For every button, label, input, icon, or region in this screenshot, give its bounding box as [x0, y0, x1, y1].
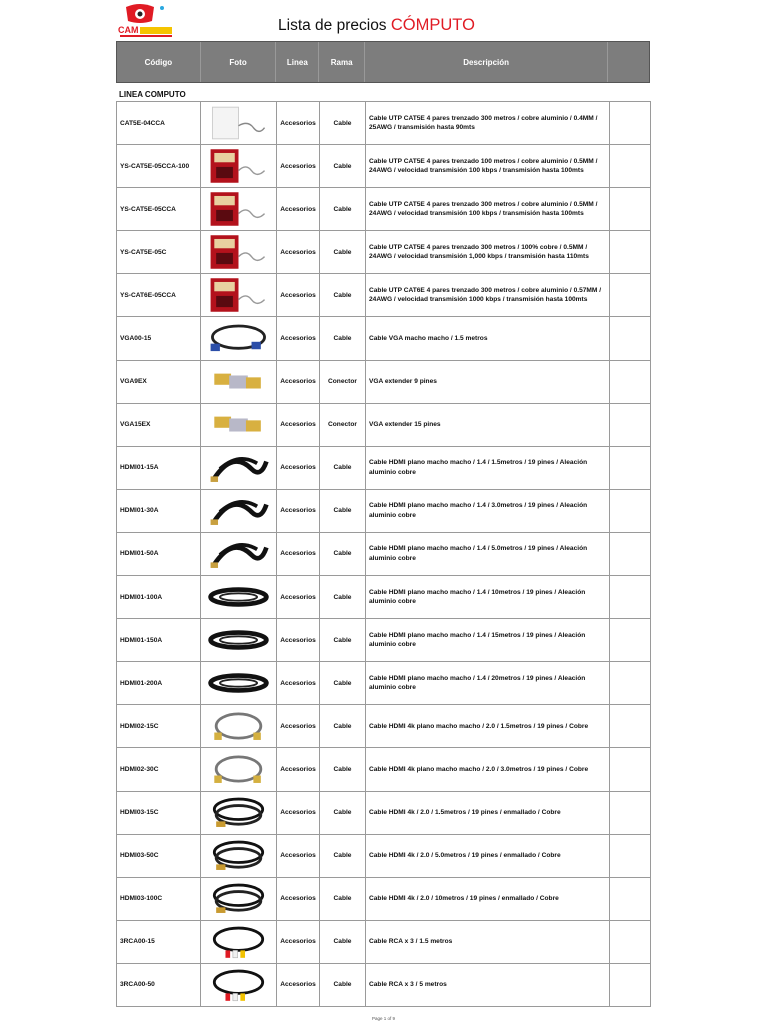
product-price: [610, 748, 651, 791]
product-image: [205, 837, 272, 875]
product-description: Cable HDMI 4k plano macho macho / 2.0 / 3.0metros / 19 pines / Cobre: [366, 748, 610, 791]
product-price: [610, 963, 651, 1006]
product-code: HDMI02-30C: [117, 748, 201, 791]
table-row: [117, 834, 651, 877]
product-rama: Cable: [320, 791, 366, 834]
product-photo: [201, 877, 277, 920]
product-price: [610, 446, 651, 489]
product-linea: Accesorios: [277, 403, 320, 446]
product-description: Cable UTP CAT5E 4 pares trenzado 300 metros / 100% cobre / 0.5MM / 24AWG / velocidad transmisión 1,000 kbps / transmisión hasta 110mts: [366, 231, 610, 274]
product-price: [610, 532, 651, 575]
table-row: [117, 489, 651, 532]
product-code: VGA00-15: [117, 317, 201, 360]
product-price: [610, 360, 651, 403]
product-rama: Cable: [320, 705, 366, 748]
product-description: Cable UTP CAT5E 4 pares trenzado 300 metros / cobre aluminio / 0.5MM / 24AWG / velocidad transmisión 100 kbps / transmisión hasta 100mts: [366, 188, 610, 231]
product-photo: [201, 446, 277, 489]
product-linea: Accesorios: [277, 619, 320, 662]
product-code: VGA9EX: [117, 360, 201, 403]
product-linea: Accesorios: [277, 231, 320, 274]
product-description: Cable RCA x 3 / 1.5 metros: [366, 920, 610, 963]
product-linea: Accesorios: [277, 963, 320, 1006]
product-rama: Cable: [320, 963, 366, 1006]
product-rama: Cable: [320, 188, 366, 231]
table-header: [116, 41, 650, 83]
column-header-photo: Foto: [201, 42, 277, 82]
product-image: [205, 707, 272, 745]
product-description: Cable UTP CAT5E 4 pares trenzado 300 metros / cobre aluminio / 0.4MM / 25AWG / transmisión hasta 90mts: [366, 102, 610, 145]
title-accent: CÓMPUTO: [390, 16, 475, 34]
product-rama: Cable: [320, 532, 366, 575]
product-price: [610, 791, 651, 834]
table-row: [117, 748, 651, 791]
product-image: [205, 578, 272, 616]
product-rama: Cable: [320, 576, 366, 619]
product-photo: [201, 317, 277, 360]
column-header-code: Código: [117, 42, 201, 82]
product-description: Cable HDMI plano macho macho / 1.4 / 1.5metros / 19 pines / Aleación aluminio cobre: [366, 446, 610, 489]
table-row: [117, 877, 651, 920]
product-code: YS-CAT5E-05CCA: [117, 188, 201, 231]
product-description: Cable RCA x 3 / 5 metros: [366, 963, 610, 1006]
product-image: [205, 147, 272, 185]
table-row: [117, 920, 651, 963]
product-photo: [201, 188, 277, 231]
product-code: HDMI03-100C: [117, 877, 201, 920]
product-price: [610, 317, 651, 360]
product-description: Cable HDMI plano macho macho / 1.4 / 3.0metros / 19 pines / Aleación aluminio cobre: [366, 489, 610, 532]
product-code: HDMI03-15C: [117, 791, 201, 834]
product-price: [610, 576, 651, 619]
product-linea: Accesorios: [277, 188, 320, 231]
product-photo: [201, 360, 277, 403]
product-description: Cable VGA macho macho / 1.5 metros: [366, 317, 610, 360]
product-image: [205, 276, 272, 314]
page-footer: Page 1 of 9: [372, 1016, 396, 1021]
table-row: [117, 360, 651, 403]
table-row: [117, 791, 651, 834]
product-linea: Accesorios: [277, 532, 320, 575]
product-rama: Cable: [320, 274, 366, 317]
product-image: [205, 923, 272, 961]
product-rama: Cable: [320, 317, 366, 360]
product-price: [610, 920, 651, 963]
product-price: [610, 705, 651, 748]
product-description: Cable HDMI plano macho macho / 1.4 / 10metros / 19 pines / Aleación aluminio cobre: [366, 576, 610, 619]
product-rama: Cable: [320, 446, 366, 489]
price-table: [116, 101, 651, 1007]
product-image: [205, 880, 272, 918]
table-row: [117, 576, 651, 619]
product-code: HDMI03-50C: [117, 834, 201, 877]
product-code: VGA15EX: [117, 403, 201, 446]
product-code: HDMI01-15A: [117, 446, 201, 489]
product-rama: Cable: [320, 877, 366, 920]
product-photo: [201, 619, 277, 662]
product-code: 3RCA00-15: [117, 920, 201, 963]
product-image: [205, 535, 272, 573]
company-logo: [112, 3, 174, 39]
product-photo: [201, 102, 277, 145]
product-description: VGA extender 15 pines: [366, 403, 610, 446]
section-label: LINEA COMPUTO: [119, 90, 186, 99]
product-code: HDMI01-30A: [117, 489, 201, 532]
product-rama: Cable: [320, 662, 366, 705]
product-code: CAT5E-04CCA: [117, 102, 201, 145]
table-row: [117, 403, 651, 446]
product-price: [610, 102, 651, 145]
product-linea: Accesorios: [277, 834, 320, 877]
table-row: [117, 188, 651, 231]
product-price: [610, 662, 651, 705]
product-photo: [201, 489, 277, 532]
product-image: [205, 750, 272, 788]
product-description: Cable UTP CAT6E 4 pares trenzado 300 metros / cobre aluminio / 0.57MM / 24AWG / velocidad transmisión 1000 kbps / transmisión hasta 100mts: [366, 274, 610, 317]
product-photo: [201, 662, 277, 705]
product-price: [610, 619, 651, 662]
product-image: [205, 621, 272, 659]
product-image: [205, 104, 272, 142]
product-linea: Accesorios: [277, 791, 320, 834]
product-code: 3RCA00-50: [117, 963, 201, 1006]
svg-text:CAM: CAM: [118, 25, 139, 35]
product-linea: Accesorios: [277, 920, 320, 963]
product-price: [610, 274, 651, 317]
product-rama: Cable: [320, 145, 366, 188]
product-linea: Accesorios: [277, 446, 320, 489]
table-row: [117, 705, 651, 748]
table-row: [117, 662, 651, 705]
product-description: Cable UTP CAT5E 4 pares trenzado 100 metros / cobre aluminio / 0.5MM / 24AWG / velocidad transmisión 100 kbps / transmisión hasta 100mts: [366, 145, 610, 188]
product-photo: [201, 274, 277, 317]
product-photo: [201, 532, 277, 575]
product-description: Cable HDMI 4k plano macho macho / 2.0 / 1.5metros / 19 pines / Cobre: [366, 705, 610, 748]
table-row: [117, 102, 651, 145]
product-price: [610, 403, 651, 446]
product-image: [205, 233, 272, 271]
product-image: [205, 664, 272, 702]
product-image: [205, 794, 272, 832]
product-description: VGA extender 9 pines: [366, 360, 610, 403]
product-image: [205, 190, 272, 228]
product-rama: Conector: [320, 403, 366, 446]
product-rama: Cable: [320, 920, 366, 963]
table-row: [117, 145, 651, 188]
product-code: YS-CAT5E-05C: [117, 231, 201, 274]
product-rama: Cable: [320, 834, 366, 877]
product-linea: Accesorios: [277, 576, 320, 619]
product-image: [205, 966, 272, 1004]
product-description: Cable HDMI 4k / 2.0 / 10metros / 19 pines / enmallado / Cobre: [366, 877, 610, 920]
product-linea: Accesorios: [277, 360, 320, 403]
column-header-linea: Linea: [276, 42, 319, 82]
product-price: [610, 877, 651, 920]
product-description: Cable HDMI plano macho macho / 1.4 / 15metros / 19 pines / Aleación aluminio cobre: [366, 619, 610, 662]
product-code: HDMI02-15C: [117, 705, 201, 748]
product-rama: Cable: [320, 748, 366, 791]
product-photo: [201, 920, 277, 963]
product-description: Cable HDMI plano macho macho / 1.4 / 20metros / 19 pines / Aleación aluminio cobre: [366, 662, 610, 705]
column-header-price: [608, 42, 649, 82]
product-image: [205, 492, 272, 530]
product-description: Cable HDMI 4k / 2.0 / 1.5metros / 19 pines / enmallado / Cobre: [366, 791, 610, 834]
product-linea: Accesorios: [277, 489, 320, 532]
table-row: [117, 532, 651, 575]
product-photo: [201, 705, 277, 748]
product-linea: Accesorios: [277, 317, 320, 360]
product-photo: [201, 834, 277, 877]
product-photo: [201, 963, 277, 1006]
product-linea: Accesorios: [277, 748, 320, 791]
product-photo: [201, 748, 277, 791]
product-image: [205, 449, 272, 487]
product-price: [610, 188, 651, 231]
product-rama: Cable: [320, 102, 366, 145]
product-description: Cable HDMI 4k / 2.0 / 5.0metros / 19 pines / enmallado / Cobre: [366, 834, 610, 877]
product-code: HDMI01-150A: [117, 619, 201, 662]
product-linea: Accesorios: [277, 102, 320, 145]
table-row: [117, 963, 651, 1006]
product-linea: Accesorios: [277, 274, 320, 317]
product-price: [610, 834, 651, 877]
product-photo: [201, 145, 277, 188]
product-price: [610, 489, 651, 532]
table-row: [117, 317, 651, 360]
product-price: [610, 231, 651, 274]
table-row: [117, 619, 651, 662]
product-linea: Accesorios: [277, 877, 320, 920]
product-photo: [201, 403, 277, 446]
product-linea: Accesorios: [277, 662, 320, 705]
table-row: [117, 274, 651, 317]
product-photo: [201, 576, 277, 619]
product-linea: Accesorios: [277, 705, 320, 748]
product-rama: Cable: [320, 619, 366, 662]
product-price: [610, 145, 651, 188]
product-description: Cable HDMI plano macho macho / 1.4 / 5.0metros / 19 pines / Aleación aluminio cobre: [366, 532, 610, 575]
product-code: YS-CAT5E-05CCA-100: [117, 145, 201, 188]
table-row: [117, 446, 651, 489]
product-code: YS-CAT6E-05CCA: [117, 274, 201, 317]
column-header-description: Descripción: [365, 42, 608, 82]
product-image: [205, 406, 272, 444]
product-photo: [201, 791, 277, 834]
product-code: HDMI01-200A: [117, 662, 201, 705]
product-image: [205, 320, 272, 358]
product-code: HDMI01-100A: [117, 576, 201, 619]
product-rama: Cable: [320, 489, 366, 532]
title-prefix: Lista de precios: [278, 17, 387, 34]
product-rama: Cable: [320, 231, 366, 274]
product-linea: Accesorios: [277, 145, 320, 188]
product-image: [205, 363, 272, 401]
product-code: HDMI01-50A: [117, 532, 201, 575]
table-row: [117, 231, 651, 274]
page-title: [278, 16, 475, 35]
product-rama: Conector: [320, 360, 366, 403]
column-header-rama: Rama: [319, 42, 365, 82]
product-photo: [201, 231, 277, 274]
